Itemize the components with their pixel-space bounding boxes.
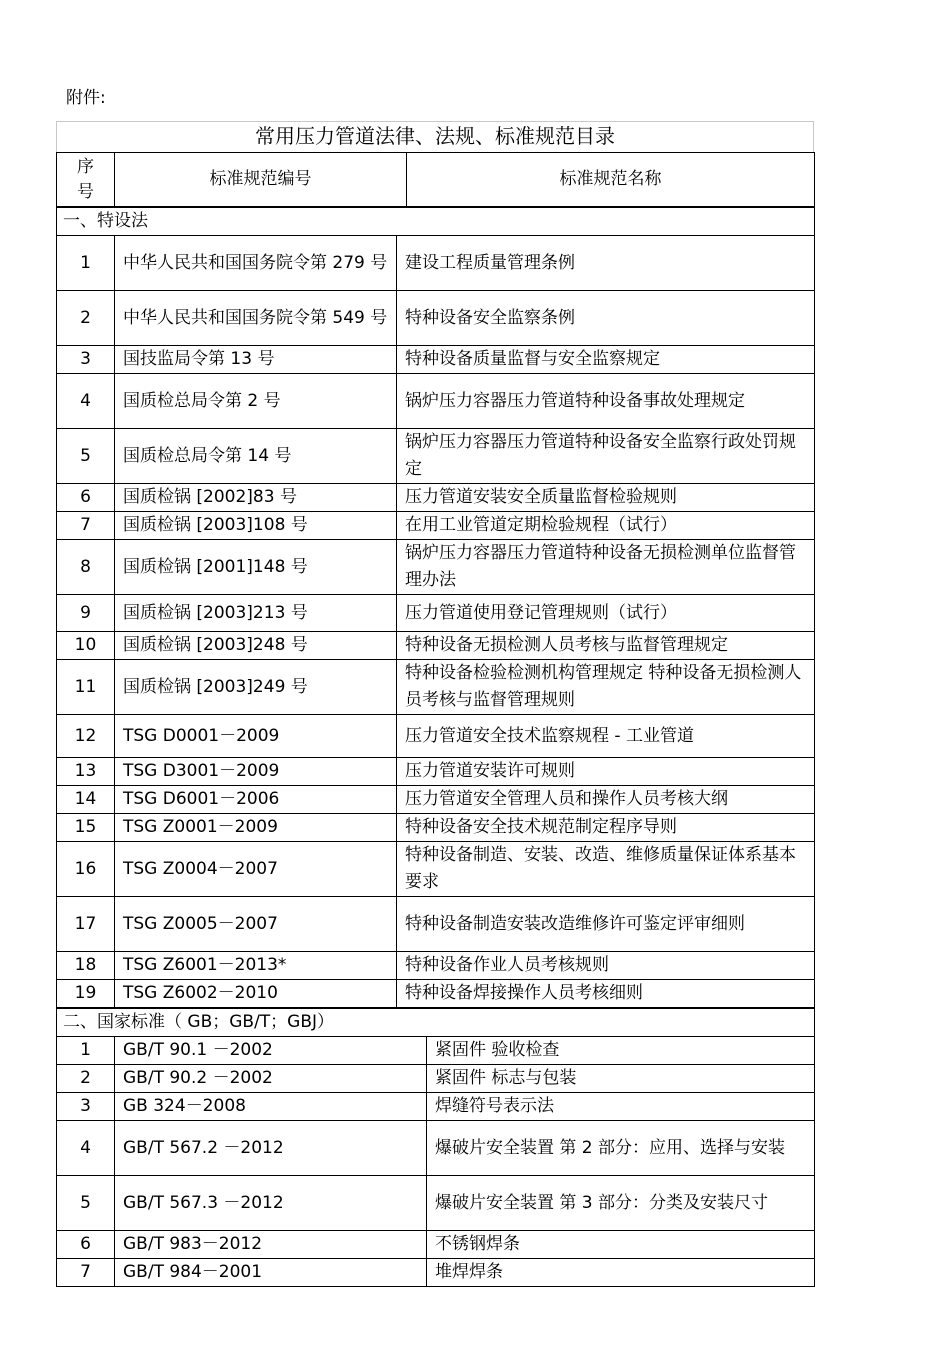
row-name: 紧固件 标志与包装 xyxy=(427,1065,815,1093)
row-code: 国质检锅 [2003]248 号 xyxy=(115,632,397,660)
table-row xyxy=(57,980,815,1008)
header-table xyxy=(56,152,815,207)
row-number: 15 xyxy=(57,814,115,842)
row-name: 焊缝符号表示法 xyxy=(427,1093,815,1121)
row-name: 特种设备安全技术规范制定程序导则 xyxy=(397,814,815,842)
row-number: 18 xyxy=(57,952,115,980)
row-number: 7 xyxy=(57,1259,115,1287)
row-name: 堆焊焊条 xyxy=(427,1259,815,1287)
row-code: 国质检锅 [2003]213 号 xyxy=(115,595,397,632)
section-heading-row xyxy=(57,208,815,236)
table-row xyxy=(57,897,815,952)
row-code: 国质检总局令第 2 号 xyxy=(115,374,397,429)
attachment-label: 附件: xyxy=(66,88,106,108)
table-row xyxy=(57,291,815,346)
row-code: GB/T 984－2001 xyxy=(115,1259,427,1287)
row-name: 压力管道安全技术监察规程 - 工业管道 xyxy=(397,715,815,758)
row-number: 19 xyxy=(57,980,115,1008)
row-name: 锅炉压力容器压力管道特种设备无损检测单位监督管理办法 xyxy=(397,540,815,595)
row-code: 中华人民共和国国务院令第 279 号 xyxy=(115,236,397,291)
row-name: 特种设备质量监督与安全监察规定 xyxy=(397,346,815,374)
row-code: GB/T 90.2 －2002 xyxy=(115,1065,427,1093)
row-name: 紧固件 验收检查 xyxy=(427,1037,815,1065)
row-name: 特种设备检验检测机构管理规定 特种设备无损检测人员考核与监督管理规则 xyxy=(397,660,815,715)
table-title: 常用压力管道法律、法规、标准规范目录 xyxy=(56,121,814,152)
row-number: 5 xyxy=(57,1176,115,1231)
table-row xyxy=(57,374,815,429)
section-1-table xyxy=(56,207,815,1008)
table-row xyxy=(57,1121,815,1176)
header-code: 标准规范编号 xyxy=(115,153,407,207)
row-number: 3 xyxy=(57,346,115,374)
row-number: 11 xyxy=(57,660,115,715)
row-number: 17 xyxy=(57,897,115,952)
row-code: TSG Z0005－2007 xyxy=(115,897,397,952)
section-2-table xyxy=(56,1008,815,1287)
row-name: 在用工业管道定期检验规程（试行） xyxy=(397,512,815,540)
header-name: 标准规范名称 xyxy=(407,153,815,207)
row-name: 特种设备制造、安装、改造、维修质量保证体系基本要求 xyxy=(397,842,815,897)
row-name: 锅炉压力容器压力管道特种设备安全监察行政处罚规定 xyxy=(397,429,815,484)
table-row xyxy=(57,346,815,374)
table-row xyxy=(57,952,815,980)
table-row xyxy=(57,814,815,842)
table-row xyxy=(57,512,815,540)
table-row xyxy=(57,540,815,595)
row-number: 13 xyxy=(57,758,115,786)
header-row xyxy=(57,153,815,207)
row-code: GB 324－2008 xyxy=(115,1093,427,1121)
section-heading: 一、特设法 xyxy=(57,208,815,236)
table-row xyxy=(57,484,815,512)
row-number: 4 xyxy=(57,1121,115,1176)
row-name: 压力管道安装安全质量监督检验规则 xyxy=(397,484,815,512)
row-name: 特种设备焊接操作人员考核细则 xyxy=(397,980,815,1008)
row-name: 压力管道安全管理人员和操作人员考核大纲 xyxy=(397,786,815,814)
header-seq: 序 号 xyxy=(57,153,115,207)
table-row xyxy=(57,660,815,715)
row-name: 特种设备无损检测人员考核与监督管理规定 xyxy=(397,632,815,660)
table-row xyxy=(57,1037,815,1065)
row-number: 5 xyxy=(57,429,115,484)
row-code: 中华人民共和国国务院令第 549 号 xyxy=(115,291,397,346)
table-row xyxy=(57,1231,815,1259)
row-name: 建设工程质量管理条例 xyxy=(397,236,815,291)
row-code: 国质检锅 [2002]83 号 xyxy=(115,484,397,512)
row-name: 压力管道安装许可规则 xyxy=(397,758,815,786)
table-row xyxy=(57,758,815,786)
row-number: 4 xyxy=(57,374,115,429)
row-number: 14 xyxy=(57,786,115,814)
row-code: GB/T 567.3 －2012 xyxy=(115,1176,427,1231)
row-name: 压力管道使用登记管理规则（试行） xyxy=(397,595,815,632)
row-name: 不锈钢焊条 xyxy=(427,1231,815,1259)
row-name: 特种设备作业人员考核规则 xyxy=(397,952,815,980)
table-row xyxy=(57,1259,815,1287)
row-number: 6 xyxy=(57,1231,115,1259)
row-code: GB/T 90.1 －2002 xyxy=(115,1037,427,1065)
row-number: 9 xyxy=(57,595,115,632)
row-code: 国质检总局令第 14 号 xyxy=(115,429,397,484)
table-row xyxy=(57,236,815,291)
row-name: 特种设备安全监察条例 xyxy=(397,291,815,346)
row-code: TSG D0001－2009 xyxy=(115,715,397,758)
row-code: 国质检锅 [2003]108 号 xyxy=(115,512,397,540)
row-number: 6 xyxy=(57,484,115,512)
table-row xyxy=(57,595,815,632)
row-name: 爆破片安全装置 第 3 部分：分类及安装尺寸 xyxy=(427,1176,815,1231)
table-row xyxy=(57,1093,815,1121)
table-row xyxy=(57,842,815,897)
row-name: 特种设备制造安装改造维修许可鉴定评审细则 xyxy=(397,897,815,952)
row-number: 3 xyxy=(57,1093,115,1121)
table-row xyxy=(57,786,815,814)
row-code: 国技监局令第 13 号 xyxy=(115,346,397,374)
row-code: 国质检锅 [2003]249 号 xyxy=(115,660,397,715)
row-number: 16 xyxy=(57,842,115,897)
table-row xyxy=(57,715,815,758)
row-code: TSG D6001－2006 xyxy=(115,786,397,814)
table-row xyxy=(57,632,815,660)
row-name: 爆破片安全装置 第 2 部分：应用、选择与安装 xyxy=(427,1121,815,1176)
table-row xyxy=(57,1065,815,1093)
row-code: TSG Z6001－2013* xyxy=(115,952,397,980)
catalog-table-frame xyxy=(56,121,814,1287)
table-row xyxy=(57,1176,815,1231)
section-heading-row xyxy=(57,1009,815,1037)
row-code: TSG Z0004－2007 xyxy=(115,842,397,897)
row-code: TSG Z6002－2010 xyxy=(115,980,397,1008)
row-number: 12 xyxy=(57,715,115,758)
row-number: 2 xyxy=(57,291,115,346)
row-code: 国质检锅 [2001]148 号 xyxy=(115,540,397,595)
row-code: GB/T 567.2 －2012 xyxy=(115,1121,427,1176)
section-heading: 二、国家标准（ GB；GB/T；GBJ） xyxy=(57,1009,815,1037)
row-number: 8 xyxy=(57,540,115,595)
row-number: 7 xyxy=(57,512,115,540)
row-code: GB/T 983－2012 xyxy=(115,1231,427,1259)
row-number: 2 xyxy=(57,1065,115,1093)
row-code: TSG D3001－2009 xyxy=(115,758,397,786)
row-number: 1 xyxy=(57,1037,115,1065)
row-number: 10 xyxy=(57,632,115,660)
row-number: 1 xyxy=(57,236,115,291)
row-code: TSG Z0001－2009 xyxy=(115,814,397,842)
table-row xyxy=(57,429,815,484)
row-name: 锅炉压力容器压力管道特种设备事故处理规定 xyxy=(397,374,815,429)
